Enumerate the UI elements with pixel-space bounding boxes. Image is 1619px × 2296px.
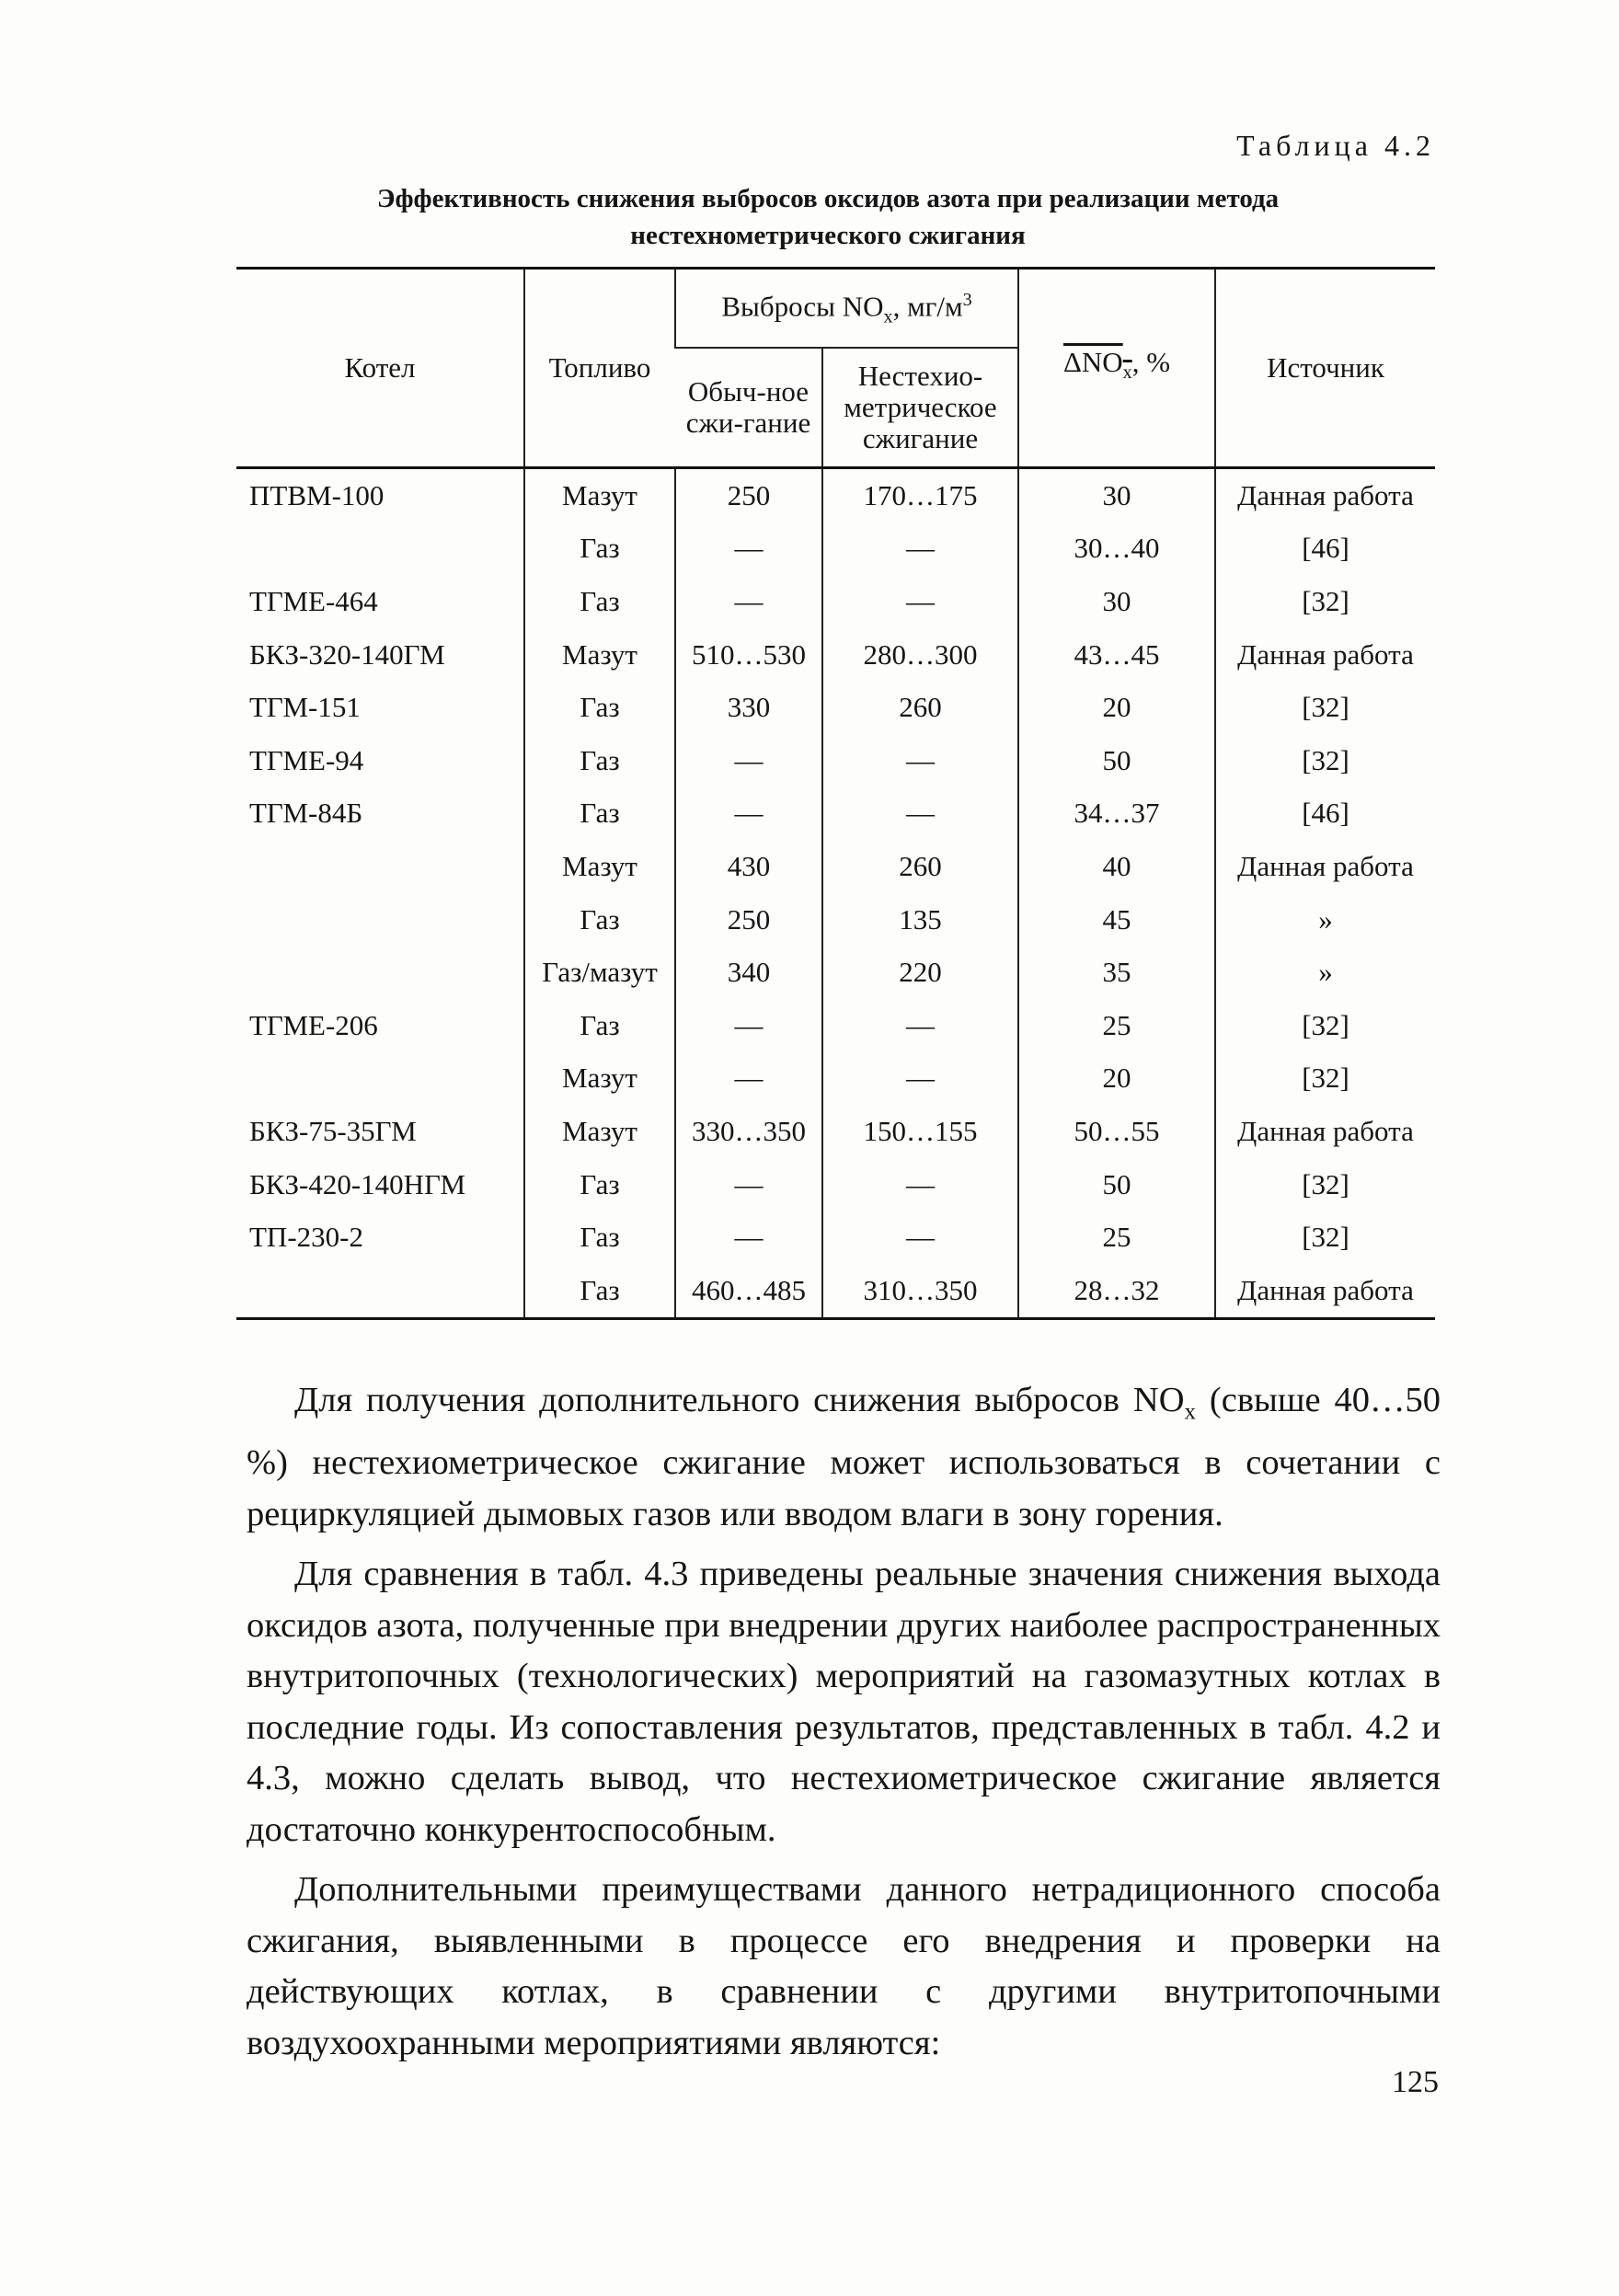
cell-normal-combustion: — — [675, 522, 822, 576]
cell-fuel: Мазут — [524, 628, 675, 682]
body-text — [247, 1375, 1441, 2078]
paragraph-2: Для сравнения в табл. 4.3 приведены реальные значения снижения выхода оксидов азота, полученные при внедрении других наиболее распространенных внутритопочных (технологических) мероприятий на газомазутных котлах в последние годы. Из сопоставления результатов, представленных в табл. 4.2 и 4.3, можно сделать вывод, что нестехиометрическое сжигание является достаточно конкурентоспособным. — [247, 1555, 1441, 1849]
table-row — [236, 840, 1435, 893]
cell-delta-nox: 20 — [1018, 1052, 1215, 1106]
cell-delta-nox: 30 — [1018, 468, 1215, 522]
cell-normal-combustion: 460…485 — [675, 1264, 822, 1318]
cell-delta-nox: 35 — [1018, 946, 1215, 999]
cell-normal-combustion: 330 — [675, 681, 822, 734]
cell-nonstoich-combustion: 220 — [822, 946, 1018, 999]
table-row — [236, 681, 1435, 734]
cell-boiler: ТГМЕ-464 — [249, 584, 378, 617]
cell-source: [32] — [1215, 681, 1435, 734]
cell-fuel: Газ — [524, 681, 675, 734]
cell-source: [32] — [1215, 1052, 1435, 1106]
table-row — [236, 787, 1435, 841]
cell-boiler: БКЗ-320-140ГМ — [249, 637, 445, 671]
cell-normal-combustion: — — [675, 575, 822, 628]
cell-source: Данная работа — [1215, 840, 1435, 893]
cell-source: [46] — [1215, 787, 1435, 841]
paragraph-1: Для получения дополнительного снижения выбросов $NO_x$ (свыше 40…50 %) нестехиометрическое сжигание может использоваться в сочетании с рециркуляцией дымовых газов или вводом влаги в зону горения. — [247, 1381, 1441, 1533]
table-title-line-1: Эффективность снижения выбросов оксидов азота при реализации метода — [376, 184, 1280, 213]
table-row — [236, 893, 1435, 947]
cell-source: [32] — [1215, 1211, 1435, 1264]
cell-source: Данная работа — [1215, 628, 1435, 682]
page-number: 125 — [1392, 2065, 1439, 2099]
cell-normal-combustion: — — [675, 787, 822, 841]
cell-nonstoich-combustion: 150…155 — [822, 1105, 1018, 1158]
cell-normal-combustion: — — [675, 1211, 822, 1264]
table-header-row-1 — [236, 269, 1435, 349]
cell-source: [32] — [1215, 575, 1435, 628]
cell-boiler: БКЗ-75-35ГМ — [249, 1114, 417, 1147]
table-row — [236, 1105, 1435, 1158]
cell-boiler: ТГМЕ-206 — [249, 1008, 378, 1041]
cell-source: [32] — [1215, 1158, 1435, 1211]
cell-boiler — [236, 1052, 524, 1106]
cell-fuel: Газ — [524, 734, 675, 787]
cell-nonstoich-combustion: — — [822, 999, 1018, 1052]
cell-boiler: ТГМ-84Б — [249, 797, 363, 830]
cell-delta-nox: 30 — [1018, 575, 1215, 628]
cell-delta-nox: 50 — [1018, 1158, 1215, 1211]
cell-fuel: Газ — [524, 787, 675, 841]
header-delta-nox: $\Delta NO_x$, % — [1018, 269, 1215, 468]
cell-nonstoich-combustion: 260 — [822, 681, 1018, 734]
cell-source: [32] — [1215, 734, 1435, 787]
cell-normal-combustion: — — [675, 1158, 822, 1211]
table-row — [236, 734, 1435, 787]
cell-fuel: Газ — [524, 575, 675, 628]
cell-fuel: Мазут — [524, 1052, 675, 1106]
cell-boiler: ТП-230-2 — [249, 1221, 363, 1254]
table-row — [236, 1052, 1435, 1106]
cell-nonstoich-combustion: 135 — [822, 893, 1018, 947]
cell-nonstoich-combustion: 260 — [822, 840, 1018, 893]
paragraph-3: Дополнительными преимуществами данного нетрадиционного способа сжигания, выявленными в процессе его внедрения и проверки на действующих котлах, в сравнении с другими внутритопочными воздухоохранными мероприятиями являются: — [247, 1870, 1441, 2062]
cell-fuel: Газ — [524, 1211, 675, 1264]
cell-boiler: ТГМЕ-94 — [249, 743, 364, 776]
table-row — [236, 575, 1435, 628]
cell-nonstoich-combustion: — — [822, 1211, 1018, 1264]
cell-nonstoich-combustion: 310…350 — [822, 1264, 1018, 1318]
cell-boiler — [236, 840, 524, 893]
emissions-table — [236, 267, 1435, 1320]
table-row — [236, 999, 1435, 1052]
cell-delta-nox: 50 — [1018, 734, 1215, 787]
header-fuel: Топливо — [524, 269, 675, 468]
cell-boiler — [236, 1264, 524, 1318]
cell-delta-nox: 40 — [1018, 840, 1215, 893]
cell-source: » — [1215, 893, 1435, 947]
cell-source: » — [1215, 946, 1435, 999]
cell-delta-nox: 25 — [1018, 999, 1215, 1052]
cell-boiler — [236, 522, 524, 576]
cell-boiler — [236, 946, 524, 999]
header-boiler: Котел — [344, 351, 416, 384]
cell-delta-nox: 45 — [1018, 893, 1215, 947]
cell-normal-combustion: 340 — [675, 946, 822, 999]
cell-delta-nox: 20 — [1018, 681, 1215, 734]
cell-normal-combustion: — — [675, 734, 822, 787]
cell-delta-nox: 25 — [1018, 1211, 1215, 1264]
cell-delta-nox: 30…40 — [1018, 522, 1215, 576]
header-emissions: Выбросы $NO_x$, $мг/м^3$ — [675, 269, 1018, 349]
cell-nonstoich-combustion: — — [822, 1158, 1018, 1211]
cell-nonstoich-combustion: — — [822, 734, 1018, 787]
cell-normal-combustion: — — [675, 1052, 822, 1106]
table-row — [236, 628, 1435, 682]
cell-nonstoich-combustion: 170…175 — [822, 468, 1018, 522]
cell-boiler: БКЗ-420-140НГМ — [249, 1167, 466, 1200]
cell-nonstoich-combustion: — — [822, 575, 1018, 628]
cell-fuel: Мазут — [524, 468, 675, 522]
table-label: Таблица 4.2 — [1236, 129, 1435, 162]
cell-source: [32] — [1215, 999, 1435, 1052]
cell-fuel: Газ — [524, 522, 675, 576]
cell-normal-combustion: 250 — [675, 468, 822, 522]
cell-normal-combustion: 330…350 — [675, 1105, 822, 1158]
cell-source: Данная работа — [1215, 468, 1435, 522]
cell-delta-nox: 28…32 — [1018, 1264, 1215, 1318]
cell-fuel: Газ — [524, 1264, 675, 1318]
cell-normal-combustion: 250 — [675, 893, 822, 947]
cell-normal-combustion: 510…530 — [675, 628, 822, 682]
table-title-line-2: нестехнометрического сжигания — [630, 221, 1026, 250]
cell-fuel: Газ — [524, 893, 675, 947]
cell-fuel: Мазут — [524, 840, 675, 893]
cell-delta-nox: 50…55 — [1018, 1105, 1215, 1158]
table-row — [236, 522, 1435, 576]
cell-delta-nox: 34…37 — [1018, 787, 1215, 841]
table-row — [236, 468, 1435, 522]
cell-boiler: ТГМ-151 — [249, 691, 361, 724]
table-row — [236, 1211, 1435, 1264]
header-normal-combustion: Обыч-ное сжи-гание — [675, 348, 822, 468]
cell-fuel: Газ/мазут — [524, 946, 675, 999]
table-title — [230, 180, 1426, 254]
cell-source: [46] — [1215, 522, 1435, 576]
cell-fuel: Газ — [524, 1158, 675, 1211]
cell-nonstoich-combustion: — — [822, 1052, 1018, 1106]
cell-delta-nox: 43…45 — [1018, 628, 1215, 682]
header-source: Источник — [1215, 269, 1435, 468]
table-row — [236, 946, 1435, 999]
table-row — [236, 1158, 1435, 1211]
cell-nonstoich-combustion: — — [822, 522, 1018, 576]
table-row — [236, 1264, 1435, 1318]
cell-boiler — [236, 893, 524, 947]
cell-source: Данная работа — [1215, 1105, 1435, 1158]
cell-boiler: ПТВМ-100 — [249, 478, 385, 511]
cell-fuel: Мазут — [524, 1105, 675, 1158]
cell-source: Данная работа — [1215, 1264, 1435, 1318]
header-nonstoich-combustion: Нестехио-метрическое сжигание — [822, 348, 1018, 468]
cell-normal-combustion: 430 — [675, 840, 822, 893]
cell-nonstoich-combustion: 280…300 — [822, 628, 1018, 682]
cell-normal-combustion: — — [675, 999, 822, 1052]
cell-fuel: Газ — [524, 999, 675, 1052]
table-body — [236, 468, 1435, 1319]
cell-nonstoich-combustion: — — [822, 787, 1018, 841]
